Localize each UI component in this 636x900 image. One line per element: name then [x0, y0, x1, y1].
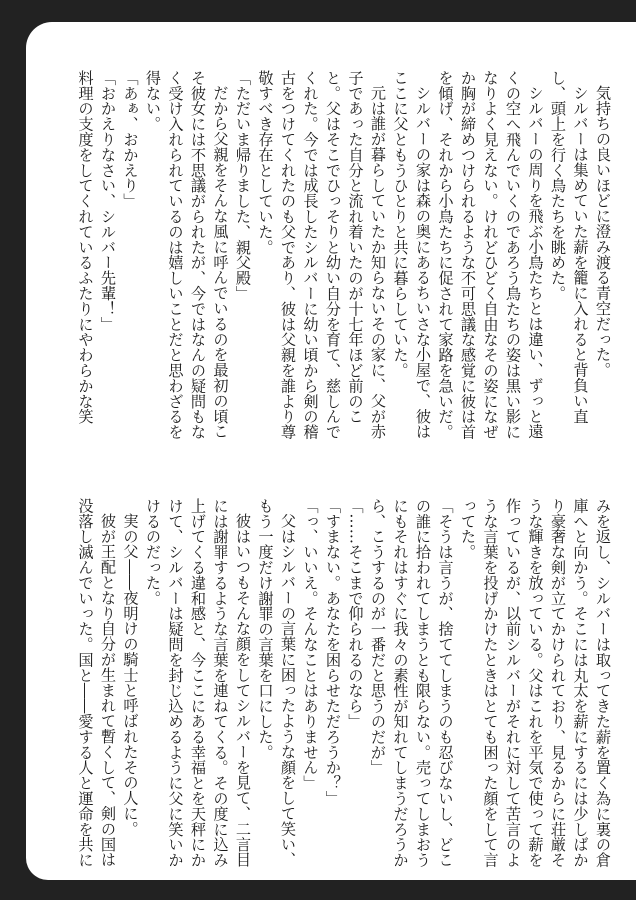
paragraph: 彼はいつもそんな顔をしてシルバーを見て、二言目には謝罪するような言葉を連ねてくる。その度に込み上げてくる違和感と、今ここにある幸福とを天秤にかけて、シルバーは疑問を封じ込めるように父に笑いかけるのだった。	[144, 498, 252, 868]
paragraph: 「ただいま帰りました、親父殿」	[234, 70, 252, 301]
paragraph: 「……そこまで仰られるのなら」	[346, 498, 365, 729]
paragraph: みを返し、シルバーは取ってきた薪を置く為に裏の倉庫へと向かう。そこには丸太を薪にするには少しばかり豪奢な剣が立てかけられており、見るからに荘厳そうな輝きを放っている。父はこれを平気で使って薪を作っているが、以前シルバーがそれに対して苦言のような言葉を投げかけたときはとても困った顔をして言ってた。	[459, 498, 612, 868]
paragraph: 「っ、いいえ。そんなことはありません」	[301, 498, 320, 791]
paragraph: 元は誰が暮らしていたか知らないその家に、父が赤子であった自分と流れ着いたのが十七年ほど前のこと。父はそこでひっそりと幼い自分を育て、慈しんでくれた。今では成長したシルバーに幼い頃から剣の稽古をつけてくれたのも父であり、彼は父親を誰より尊敬すべき存在としていた。	[256, 70, 387, 440]
paragraph: 「すまない。あなたを困らせただろうか？」	[324, 498, 342, 806]
text-block-upper	[76, 70, 614, 445]
paragraph: 「そうは言うが、捨ててしまうのも忍びないし、どこの誰に拾われてしまうとも限らない。売ってしまおうにもそれはすぐに我々の素性が知れてしまうだろうから、こうするのが一番だと思うのだが」	[369, 498, 455, 868]
paragraph: 彼が王配となり自分が生まれて暫くして、剣の国は没落し滅んでいった。国と――愛する人と運命を共に	[76, 498, 117, 868]
paragraph: 気持ちの良いほどに澄み渡る青空だった。	[594, 85, 612, 378]
paragraph: 「あぁ、おかえり」	[121, 70, 140, 209]
paragraph: シルバーの家は森の奥にあるちいさな小屋で、彼はここに父ともうひとりと共に暮らしていた。	[391, 70, 432, 440]
text-block-lower	[76, 498, 614, 868]
paragraph: だから父親をそんな風に呼んでいるのを最初の頃こそ彼女には不思議がられたが、今ではなんの疑問もなく受け入れられているのは嬉しいことだと思わざるを得ない。	[144, 70, 230, 440]
paragraph: 父はシルバーの言葉に困ったような顔をして笑い、もう一度だけ謝罪の言葉を口にした。	[256, 498, 297, 868]
paragraph: 実の父――夜明けの騎士と呼ばれたその人に。	[121, 513, 140, 837]
paragraph: シルバーの周りを飛ぶ小鳥たちとは違い、ずっと遠くの空へ飛んでいくのであろう鳥たちの姿は黒い影になりよく見えない。けれどひどく自由なその姿になぜか胸が締めつけられるような不可思議な感覚に彼は首を傾げ、それから小鳥たちに促されて家路を急いだ。	[436, 70, 545, 440]
paragraph: 料理の支度をしてくれているふたりにやわらかな笑	[76, 70, 95, 425]
paragraph: シルバーは集めていた薪を籠に入れると背負い直し、頭上を行く鳥たちを眺めた。	[549, 70, 590, 424]
paragraph: 「おかえりなさい、シルバー先輩！」	[99, 70, 117, 332]
book-page	[26, 22, 636, 880]
